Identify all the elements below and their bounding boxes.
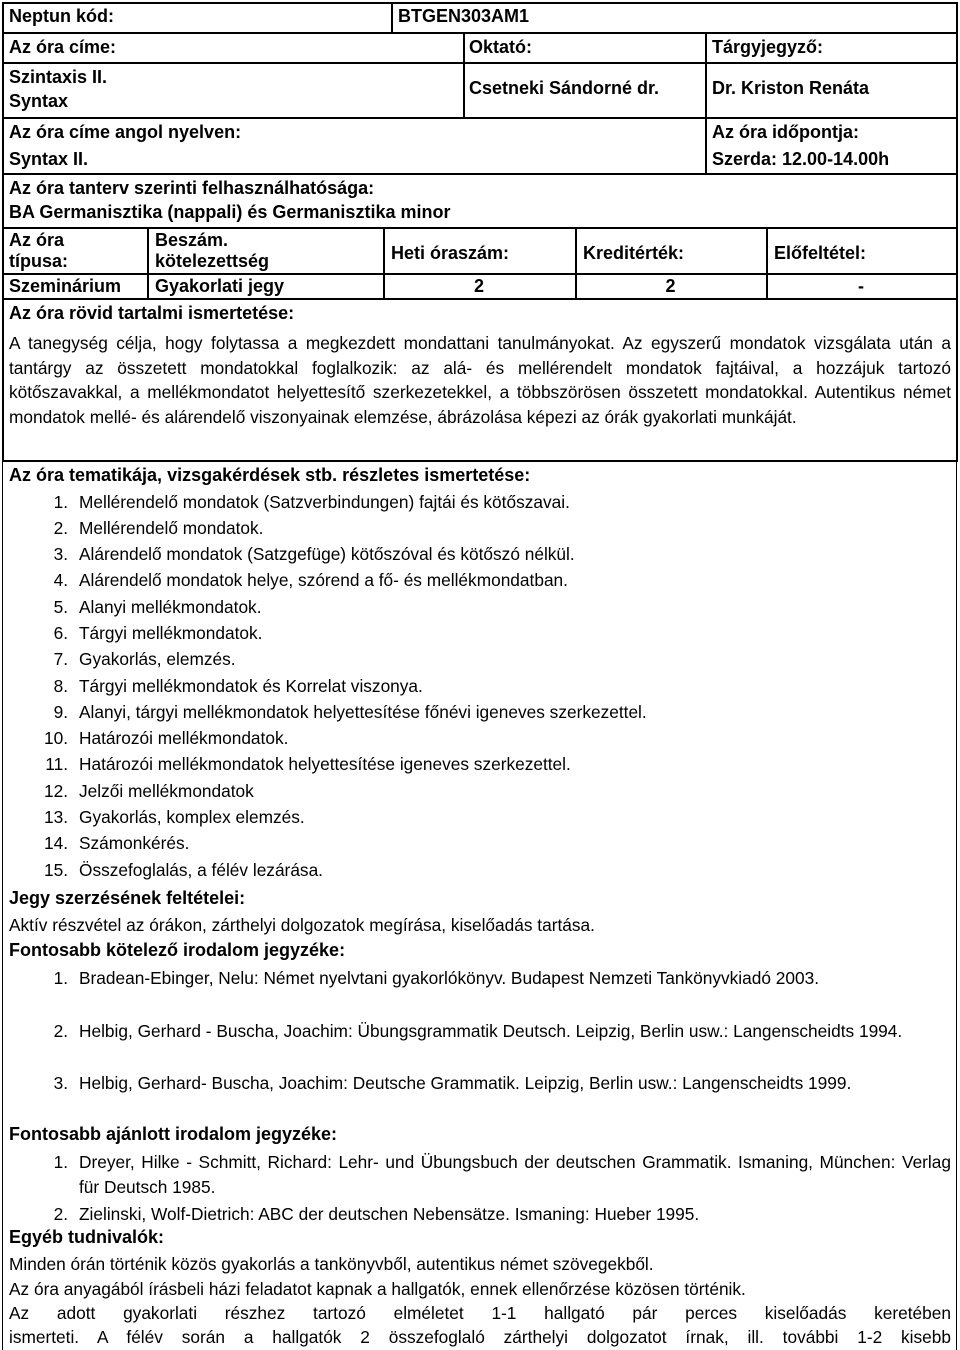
list-item: 2. Zielinski, Wolf-Dietrich: ABC der deutschen Nebensätze. Ismaning: Hueber 1995.	[53, 1204, 700, 1224]
usability-label: Az óra tanterv szerinti felhasználhatósága:	[9, 178, 375, 198]
other-info-line: Minden órán történik közös gyakorlás a tankönyvből, autentikus német szövegekből.	[9, 1254, 654, 1274]
summary-heading: Az óra rövid tartalmi ismertetése:	[9, 303, 295, 323]
weekly-hours-value: 2	[473, 276, 484, 296]
teacher-label: Oktató:	[469, 37, 532, 57]
other-info-line: Az adott gyakorlati részhez tartozó elméletet 1-1 hallgató pár perces kiselőadás keretében	[9, 1303, 951, 1323]
list-item: 2. Helbig, Gerhard - Buscha, Joachim: Übungsgrammatik Deutsch. Leipzig, Berlin usw.: Langenscheidts 1994.	[53, 1021, 903, 1041]
english-title-label: Az óra címe angol nyelven:	[9, 122, 242, 142]
course-title-label: Az óra címe:	[9, 37, 117, 57]
credits-label: Kreditérték:	[583, 243, 685, 263]
prerequisite-label: Előfeltétel:	[774, 243, 867, 263]
assessment-label-line2: kötelezettség	[155, 251, 270, 271]
list-item: 1. Dreyer, Hilke - Schmitt, Richard: Lehr- und Übungsbuch der deutschen Grammatik. Ismaning, München: Verlag für Deutsch 1985.	[53, 1152, 951, 1197]
neptun-code-value: BTGEN303AM1	[398, 6, 530, 26]
summary-body: A tanegység célja, hogy folytassa a megkezdett mondattani tanulmányokat. Az egyszerű mondatok vizsgálata után a tantárgy az összetett mondatokkal foglalkozik: az alá- és mellérendelt mondatok fajtáival, a hozzájuk tartozó kötőszavakkal, a mellékmondatot helyettesítő szerkezetekkel, a többszörösen összetett mondatokkal. Autentikus német mondatok mellé- és alárendelő viszonyainak elemzése, ábrázolása képezi az órák gyakorlati munkáját.	[9, 333, 951, 427]
neptun-code-label: Neptun kód:	[9, 6, 114, 26]
course-title-line2: Syntax	[9, 91, 69, 111]
topics-heading: Az óra tematikája, vizsgakérdések stb. részletes ismertetése:	[9, 465, 531, 485]
assessment-label-line1: Beszám.	[155, 230, 229, 250]
list-item: 3. Helbig, Gerhard- Buscha, Joachim: Deutsche Grammatik. Leipzig, Berlin usw.: Langenscheidts 1999.	[53, 1073, 852, 1093]
grading-body: Aktív részvétel az órákon, zárthelyi dolgozatok megírása, kiselőadás tartása.	[9, 915, 595, 935]
time-value: Szerda: 12.00-14.00h	[712, 149, 890, 169]
english-title-value: Syntax II.	[9, 149, 89, 169]
course-type-value: Szeminárium	[9, 276, 122, 296]
usability-value: BA Germanisztika (nappali) és Germanisztika minor	[9, 202, 451, 222]
list-item: 1. Bradean-Ebinger, Nelu: Német nyelvtani gyakorlókönyv. Budapest Nemzeti Tankönyvkiadó 2003.	[53, 968, 819, 988]
course-title-line1: Szintaxis II.	[9, 67, 108, 87]
other-info-line: Az óra anyagából írásbeli házi feladatot kapnak a hallgatók, ennek ellenőrzése közösen történik.	[9, 1279, 746, 1299]
course-type-label-line2: típusa:	[9, 251, 69, 271]
credits-value: 2	[665, 276, 676, 296]
other-info-heading: Egyéb tudnivalók:	[9, 1227, 165, 1247]
weekly-hours-label: Heti óraszám:	[391, 243, 510, 263]
grading-heading: Jegy szerzésének feltételei:	[9, 888, 246, 908]
recorder-label: Tárgyjegyző:	[712, 37, 824, 57]
recorder-value: Dr. Kriston Renáta	[712, 78, 870, 98]
prerequisite-value: -	[858, 276, 864, 296]
teacher-value: Csetneki Sándorné dr.	[469, 78, 660, 98]
required-literature-heading: Fontosabb kötelező irodalom jegyzéke:	[9, 940, 346, 960]
other-info-line: ismerteti. A félév során a hallgatók 2 összefoglaló zárthelyi dolgozatot írnak, ill. további 1-2 kisebb	[9, 1327, 951, 1347]
time-label: Az óra időpontja:	[712, 122, 859, 142]
course-type-label-line1: Az óra	[9, 230, 65, 250]
assessment-value: Gyakorlati jegy	[155, 276, 285, 296]
recommended-literature-heading: Fontosabb ajánlott irodalom jegyzéke:	[9, 1124, 338, 1144]
